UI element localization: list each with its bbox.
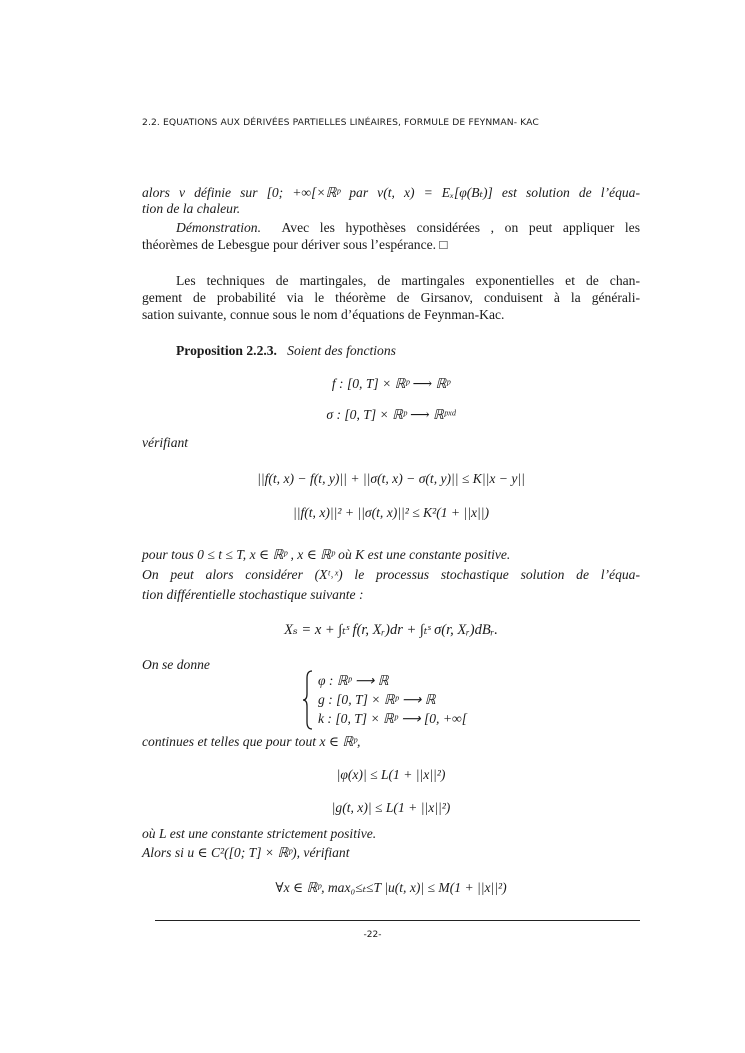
footer-rule [155,920,640,921]
equation-lipschitz: ||f(t, x) − f(t, y)|| + ||σ(t, x) − σ(t, y)|| ≤ K||x − y|| [257,471,525,486]
proof-line: théorèmes de Lebesgue pour dériver sous l’espérance. □ [142,237,448,252]
paragraph-line: continues et telles que pour tout x ∈ ℝᵖ, [142,734,361,749]
equation-f: f : [0, T] × ℝᵖ ⟶ ℝᵖ [331,376,451,391]
proof-text: Avec les hypothèses considérées , on peut appliquer les [281,220,641,235]
proposition-text: Soient des fonctions [287,343,396,358]
paragraph-line: Alors si u ∈ C²([0; T] × ℝᵖ), vérifiant [142,845,350,860]
equation-phi: |φ(x)| ≤ L(1 + ||x||²) [336,767,446,782]
case-line: φ : ℝᵖ ⟶ ℝ [318,673,389,688]
paragraph-line: pour tous 0 ≤ t ≤ T, x ∈ ℝᵖ , x ∈ ℝᵖ où K est une constante positive. [142,547,511,562]
equation-g: |g(t, x)| ≤ L(1 + ||x||²) [331,800,451,815]
case-line: g : [0, T] × ℝᵖ ⟶ ℝ [318,692,436,707]
paragraph-line: On peut alors considérer (Xᵗ˒ˣ) le processus stochastique solution de l’équa- [142,567,640,582]
page-number: -22- [363,930,382,940]
running-header: 2.2. EQUATIONS AUX DÉRIVÉES PARTIELLES LINÉAIRES, FORMULE DE FEYNMAN- KAC [142,117,539,128]
proposition-heading [142,342,640,359]
equation-sde: Xₛ = x + ∫ₜˢ f(r, Xᵣ)dr + ∫ₜˢ σ(r, Xᵣ)dBᵣ. [284,622,498,638]
left-brace [302,670,314,730]
proof-label: Démonstration. [176,220,261,235]
on-se-donne: On se donne [142,657,210,672]
proposition-label: Proposition 2.2.3. [176,343,277,358]
paragraph-line: Les techniques de martingales, de martingales exponentielles et de chan- [176,273,640,288]
proof-line [142,219,640,236]
equation-u: ∀x ∈ ℝᵖ, max₀≤ₜ≤T |u(t, x)| ≤ M(1 + ||x||²) [275,880,507,895]
equation-growth: ||f(t, x)||² + ||σ(t, x)||² ≤ K²(1 + ||x||) [292,505,490,520]
verifiant-text: vérifiant [142,435,189,450]
paragraph-line: tion différentielle stochastique suivante : [142,587,364,602]
paragraph-line: tion de la chaleur. [142,201,241,216]
paragraph-line: gement de probabilité via le théorème de Girsanov, conduisent à la générali- [142,290,640,305]
paragraph-line: alors v définie sur [0; +∞[×ℝᵖ par v(t, x) = Eₓ[φ(Bₜ)] est solution de l’équa- [142,185,640,200]
paragraph-line: où L est une constante strictement positive. [142,826,377,841]
paragraph-line: sation suivante, connue sous le nom d’équations de Feynman-Kac. [142,307,505,322]
case-line: k : [0, T] × ℝᵖ ⟶ [0, +∞[ [318,711,467,726]
equation-sigma: σ : [0, T] × ℝᵖ ⟶ ℝᵖˣᵈ [326,407,456,422]
